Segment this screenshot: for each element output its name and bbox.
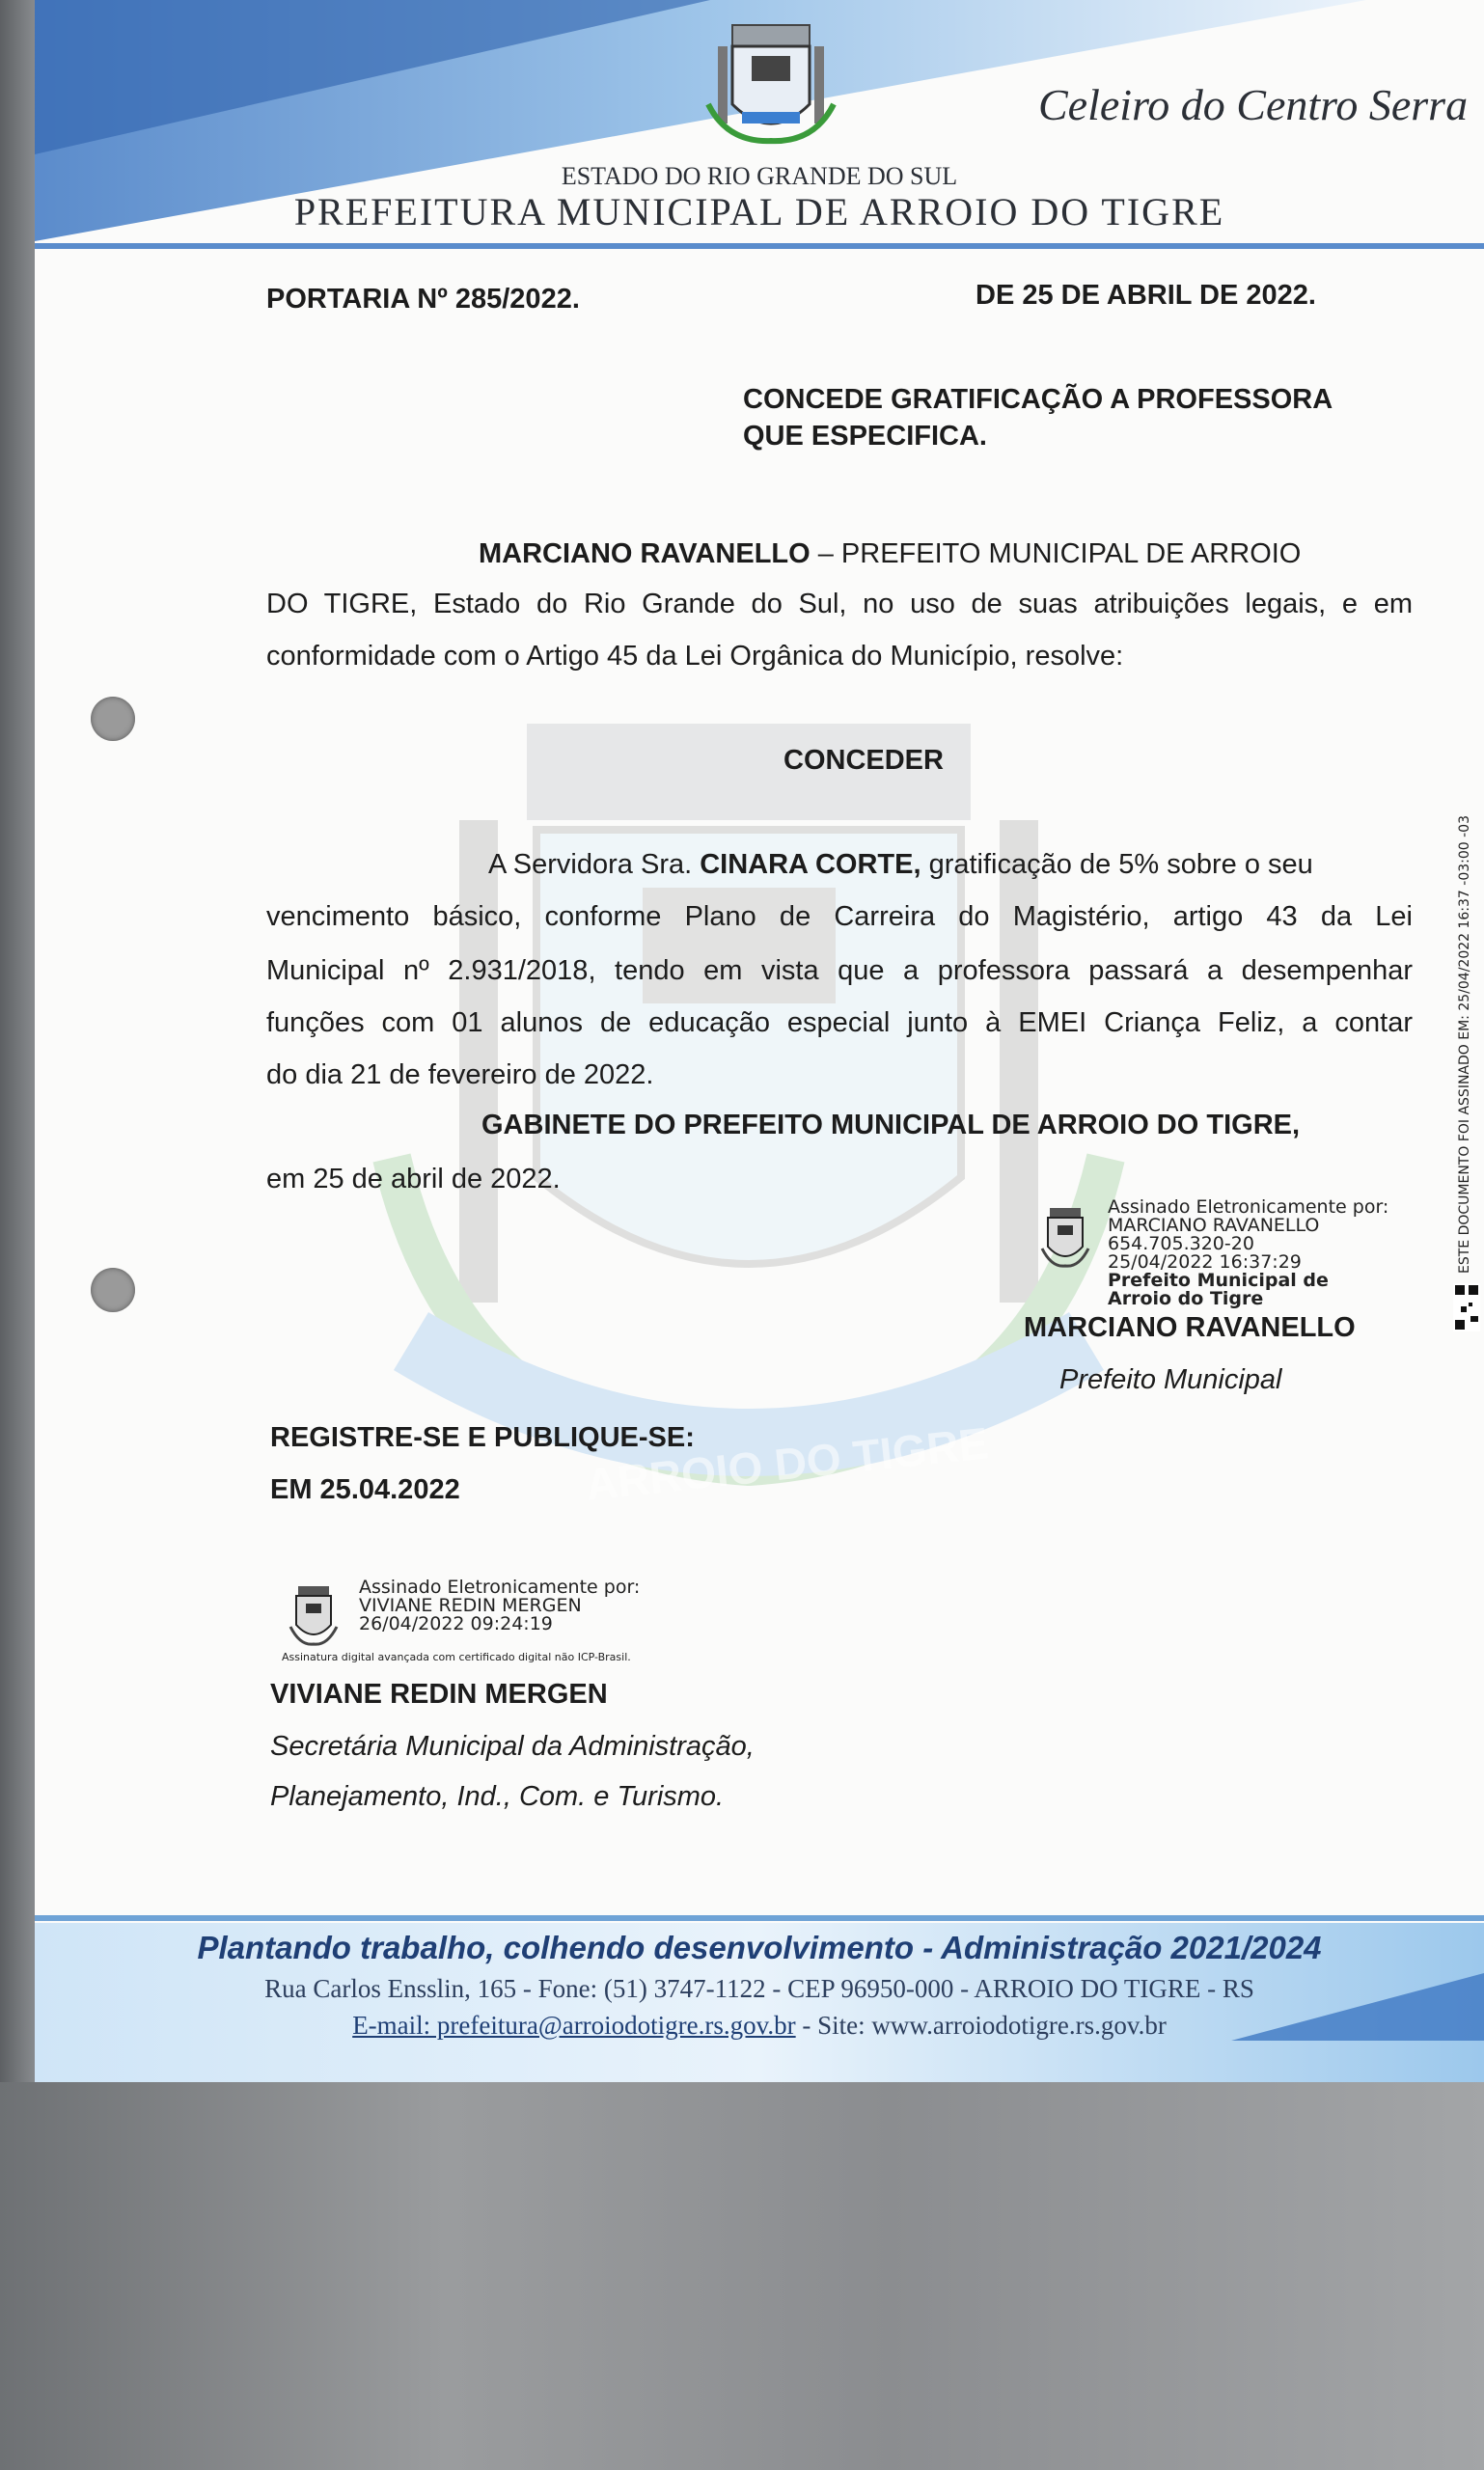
gabinete-line: GABINETE DO PREFEITO MUNICIPAL DE ARROIO DO TIGRE,	[481, 1110, 1301, 1140]
signature-2-stamp	[359, 1578, 640, 1633]
qr-code-icon	[1453, 1283, 1480, 1331]
paragraph-2-line-2: vencimento básico, conforme Plano de Carreira do Magistério, artigo 43 da Lei	[266, 901, 1413, 932]
header-municipality: PREFEITURA MUNICIPAL DE ARROIO DO TIGRE	[293, 190, 1225, 233]
registre-date: EM 25.04.2022	[270, 1474, 460, 1505]
municipal-crest-logo	[699, 17, 843, 154]
signer-2-name: VIVIANE REDIN MERGEN	[270, 1679, 608, 1710]
signature-2-signer: VIVIANE REDIN MERGEN	[359, 1595, 582, 1616]
paragraph-1-line-2: DO TIGRE, Estado do Rio Grande do Sul, no uso de suas atribuições legais, e em	[266, 589, 1413, 619]
signer-1-name: MARCIANO RAVANELLO	[1024, 1312, 1356, 1343]
paragraph-2-line-5: do dia 21 de fevereiro de 2022.	[266, 1059, 654, 1090]
signature-2-caption: Assinado Eletronicamente por:	[359, 1577, 641, 1598]
summary-line-1: CONCEDE GRATIFICAÇÃO A PROFESSORA	[743, 384, 1333, 415]
footer-email-link[interactable]: E-mail: prefeitura@arroiodotigre.rs.gov.br	[352, 2011, 796, 2040]
signature-1-office-2: Arroio do Tigre	[1108, 1288, 1264, 1309]
footer-site: - Site: www.arroiodotigre.rs.gov.br	[795, 2011, 1167, 2040]
signature-1-signer: MARCIANO RAVANELLO	[1108, 1215, 1320, 1236]
punch-hole-bottom	[91, 1268, 135, 1312]
signature-1-timestamp: 25/04/2022 16:37:29	[1108, 1251, 1302, 1273]
signer-2-role-1: Secretária Municipal da Administração,	[270, 1731, 755, 1762]
paragraph-1-line-1	[479, 538, 1301, 570]
paragraph-2-line-1	[488, 849, 1313, 881]
paragraph-2-prefix: A Servidora Sra.	[488, 849, 701, 880]
portaria-number: PORTARIA Nº 285/2022.	[266, 284, 580, 315]
scan-left-edge	[0, 0, 35, 2082]
portaria-date: DE 25 DE ABRIL DE 2022.	[976, 280, 1316, 311]
signer-1-role: Prefeito Municipal	[1059, 1364, 1282, 1395]
signature-1-stamp	[1108, 1198, 1388, 1308]
registre-line: REGISTRE-SE E PUBLIQUE-SE:	[270, 1422, 695, 1453]
paragraph-2-suffix: gratificação de 5% sobre o seu	[921, 849, 1313, 880]
mayor-name: MARCIANO RAVANELLO	[479, 538, 811, 569]
paragraph-2-line-4: funções com 01 alunos de educação especial junto à EMEI Criança Feliz, a contar	[266, 1007, 1413, 1038]
footer-contact	[35, 2011, 1484, 2041]
header-motto: Celeiro do Centro Serra	[1038, 80, 1469, 129]
signature-1-caption: Assinado Eletronicamente por:	[1108, 1196, 1389, 1218]
signature-2-timestamp: 26/04/2022 09:24:19	[359, 1613, 553, 1634]
paragraph-1-line-1-rest: – PREFEITO MUNICIPAL DE ARROIO	[810, 538, 1302, 569]
signature-2-crest-icon	[282, 1584, 345, 1648]
footer-address: Rua Carlos Ensslin, 165 - Fone: (51) 3747-1122 - CEP 96950-000 - ARROIO DO TIGRE - RS	[264, 1974, 1254, 2003]
signature-1-crest-icon	[1038, 1206, 1092, 1270]
footer-slogan: Plantando trabalho, colhendo desenvolvimento - Administração 2021/2024	[197, 1930, 1322, 1965]
gabinete-date: em 25 de abril de 2022.	[266, 1164, 561, 1194]
paragraph-2-line-3: Municipal nº 2.931/2018, tendo em vista que a professora passará a desempenhar	[266, 955, 1413, 986]
signature-1-cpf: 654.705.320-20	[1108, 1233, 1254, 1254]
signature-2-note: Assinatura digital avançada com certificado digital não ICP-Brasil.	[282, 1651, 631, 1663]
paragraph-1-line-3: conformidade com o Artigo 45 da Lei Orgânica do Município, resolve:	[266, 641, 1124, 672]
document-page	[35, 0, 1484, 2082]
signer-2-role-2: Planejamento, Ind., Com. e Turismo.	[270, 1781, 725, 1812]
summary-line-2: QUE ESPECIFICA.	[743, 421, 987, 452]
crest-band-text: ARROIO DO TIGRE	[583, 1417, 991, 1510]
conceder-heading: CONCEDER	[783, 745, 944, 776]
punch-hole-top	[91, 697, 135, 741]
signature-1-office-1: Prefeito Municipal de	[1108, 1270, 1329, 1291]
side-verification-stamp: ESTE DOCUMENTO FOI ASSINADO EM: 25/04/2022 16:37 -03:00 -03	[1457, 815, 1472, 1274]
employee-name: CINARA CORTE,	[700, 849, 921, 880]
header-state: ESTADO DO RIO GRANDE DO SUL	[561, 162, 958, 190]
